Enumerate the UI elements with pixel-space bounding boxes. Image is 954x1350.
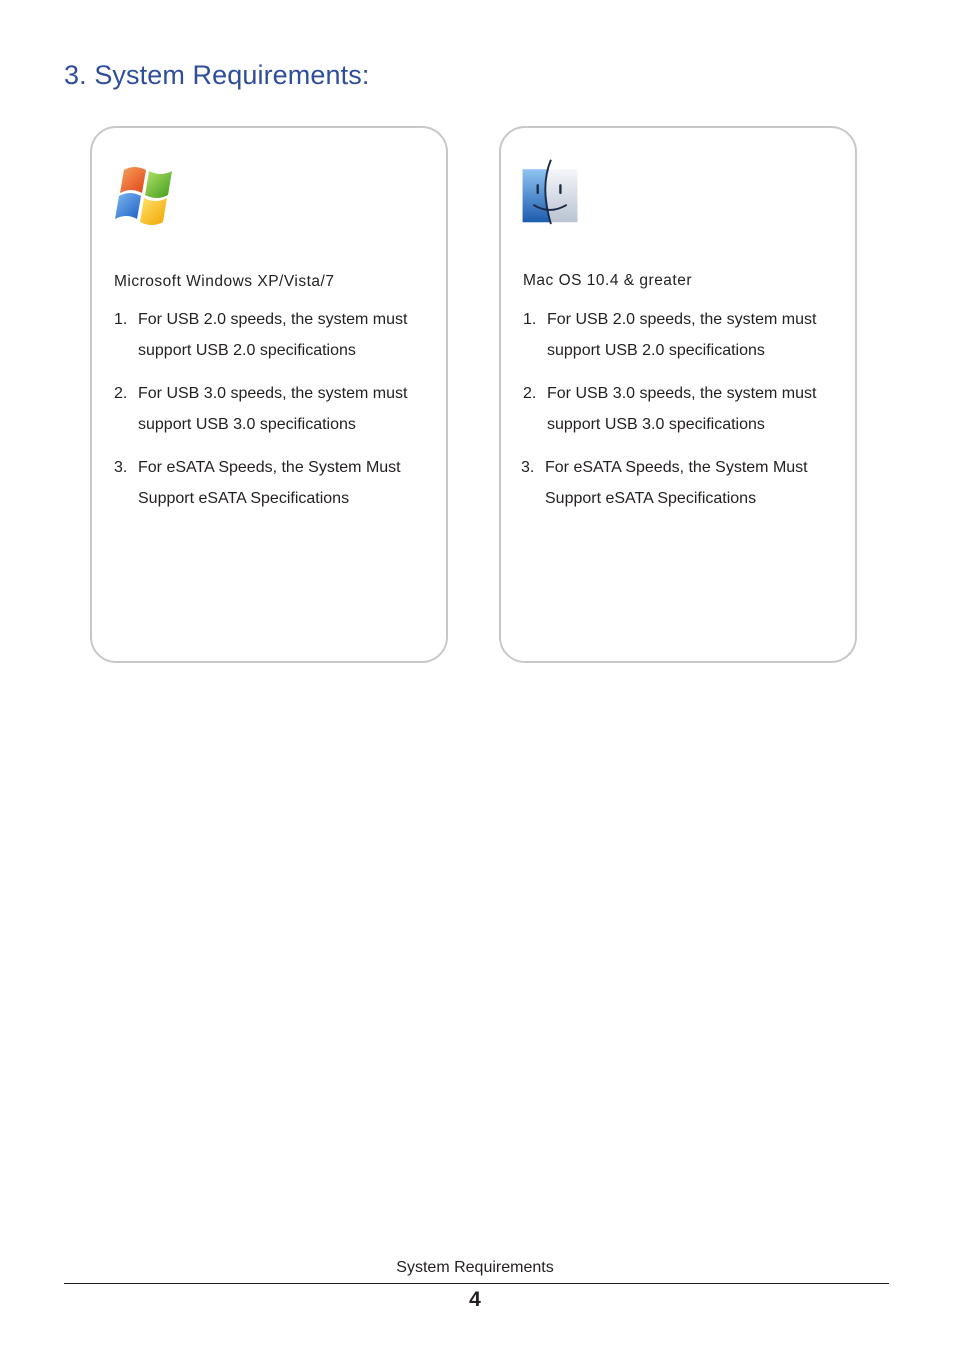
list-item-line: For USB 2.0 speeds, the system must [547,311,817,328]
windows-requirements-list [114,304,434,526]
list-item [114,304,434,366]
list-item [523,452,843,514]
page-number: 4 [469,1288,481,1311]
list-item-number: 2. [523,385,537,402]
mac-requirements-card [499,126,857,663]
list-item-line: support USB 2.0 specifications [138,342,356,359]
list-item [523,378,843,440]
list-item-line: support USB 3.0 specifications [547,416,765,433]
list-item-line: For eSATA Speeds, the System Must [138,459,401,476]
windows-requirements-card [90,126,448,663]
footer-section-label: System Requirements [396,1259,554,1276]
list-item-line: For eSATA Speeds, the System Must [545,459,808,476]
mac-requirements-list [523,304,843,526]
list-item [114,378,434,440]
list-item-number: 1. [523,311,537,328]
windows-logo-icon [112,162,182,232]
list-item-number: 3. [114,459,128,476]
list-item-line: Support eSATA Specifications [545,490,757,507]
list-item-number: 3. [521,459,535,476]
list-item-line: For USB 3.0 speeds, the system must [138,385,408,402]
footer-divider [64,1283,889,1284]
windows-heading: Microsoft Windows XP/Vista/7 [114,273,335,290]
list-item-line: For USB 3.0 speeds, the system must [547,385,817,402]
mac-finder-icon [515,156,585,226]
list-item-line: support USB 3.0 specifications [138,416,356,433]
list-item-line: Support eSATA Specifications [138,490,350,507]
list-item-line: support USB 2.0 specifications [547,342,765,359]
list-item-number: 2. [114,385,128,402]
list-item [523,304,843,366]
list-item [114,452,434,514]
mac-heading: Mac OS 10.4 & greater [523,272,693,289]
page-title: 3. System Requirements: [64,60,370,90]
list-item-line: For USB 2.0 speeds, the system must [138,311,408,328]
list-item-number: 1. [114,311,128,328]
